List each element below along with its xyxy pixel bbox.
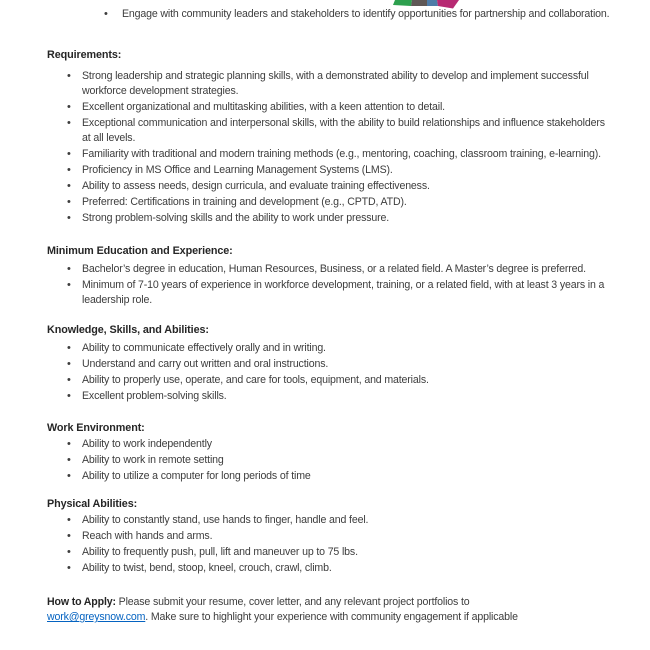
list-item xyxy=(47,100,610,115)
bullet-text: Ability to work in remote setting xyxy=(82,454,224,466)
list-item xyxy=(47,389,610,404)
list-item xyxy=(47,453,610,468)
list-item xyxy=(47,147,610,162)
how-to-apply-label: How to Apply: xyxy=(47,596,116,608)
list-item xyxy=(47,437,610,452)
list-item xyxy=(47,116,610,146)
section-heading: Minimum Education and Experience: xyxy=(47,245,233,257)
bullet-text: Ability to properly use, operate, and care for tools, equipment, and materials. xyxy=(82,374,429,386)
apply-text-before-link: Please submit your resume, cover letter, and any relevant project portfolios to xyxy=(115,596,470,608)
list-item xyxy=(47,373,610,388)
bullet-text: Strong leadership and strategic planning skills, with a demonstrated ability to develop and implement successful workforce development strategies. xyxy=(82,70,589,97)
section-heading: Physical Abilities: xyxy=(47,498,138,510)
list-item xyxy=(47,357,610,372)
bullet-text: Ability to utilize a computer for long periods of time xyxy=(82,470,311,482)
bullet-text: Reach with hands and arms. xyxy=(82,530,213,542)
bullet-text: Excellent problem-solving skills. xyxy=(82,390,227,402)
list-item xyxy=(47,513,610,528)
bullet-text: Strong problem-solving skills and the ability to work under pressure. xyxy=(82,212,390,224)
list-item xyxy=(47,179,610,194)
list-item xyxy=(47,469,610,484)
list-item xyxy=(47,163,610,178)
knowledge-list xyxy=(47,341,610,404)
bullet-text: Ability to work independently xyxy=(82,438,212,450)
bullet-text: Ability to twist, bend, stoop, kneel, crouch, crawl, climb. xyxy=(82,562,332,574)
bullet-text: Ability to constantly stand, use hands to finger, handle and feel. xyxy=(82,514,369,526)
bullet-text: Bachelor’s degree in education, Human Resources, Business, or a related field. A Master’s degree is preferred. xyxy=(82,263,586,275)
bullet-text: Proficiency in MS Office and Learning Management Systems (LMS). xyxy=(82,164,393,176)
bullet-text: Ability to frequently push, pull, lift and maneuver up to 75 lbs. xyxy=(82,546,358,558)
list-item xyxy=(47,529,610,544)
bullet-text: Excellent organizational and multitasking abilities, with a keen attention to detail. xyxy=(82,101,445,113)
bullet-text: Engage with community leaders and stakeholders to identify opportunities for partnership and collaboration. xyxy=(122,8,610,20)
list-item xyxy=(47,195,610,210)
list-item xyxy=(47,545,610,560)
education-list xyxy=(47,262,610,308)
section-knowledge-skills xyxy=(47,323,610,404)
bullet-text: Ability to assess needs, design curricula, and evaluate training effectiveness. xyxy=(82,180,430,192)
apply-text-after-link: . Make sure to highlight your experience with community engagement if applicable xyxy=(145,611,518,623)
list-item xyxy=(47,262,610,277)
physical-abilities-list xyxy=(47,513,610,576)
how-to-apply-paragraph xyxy=(47,595,610,625)
list-item xyxy=(47,278,610,308)
list-item xyxy=(47,69,610,99)
bullet-text: Familiarity with traditional and modern training methods (e.g., mentoring, coaching, classroom training, e-learning). xyxy=(82,148,601,160)
section-physical-abilities xyxy=(47,497,610,576)
section-heading: Work Environment: xyxy=(47,422,145,434)
section-heading: Requirements: xyxy=(47,49,122,61)
list-item xyxy=(47,211,610,226)
list-item xyxy=(47,341,610,356)
bullet-text: Minimum of 7-10 years of experience in workforce development, training, or a related field, with at least 3 years in a leadership role. xyxy=(82,279,605,306)
requirements-list xyxy=(47,69,610,226)
work-environment-list xyxy=(47,437,610,484)
bullet-text: Understand and carry out written and oral instructions. xyxy=(82,358,329,370)
bullet-text: Preferred: Certifications in training and development (e.g., CPTD, ATD). xyxy=(82,196,407,208)
bullet-text: Ability to communicate effectively orally and in writing. xyxy=(82,342,326,354)
section-work-environment xyxy=(47,421,610,484)
section-requirements xyxy=(47,48,610,226)
list-item xyxy=(47,561,610,576)
section-minimum-education xyxy=(47,244,610,308)
section-heading: Knowledge, Skills, and Abilities: xyxy=(47,324,209,336)
intro-bullet-list xyxy=(47,7,610,22)
list-item xyxy=(47,7,610,22)
email-link[interactable]: work@greysnow.com xyxy=(47,611,146,623)
bullet-text: Exceptional communication and interpersonal skills, with the ability to build relationships and influence stakeholders at all levels. xyxy=(82,117,605,144)
